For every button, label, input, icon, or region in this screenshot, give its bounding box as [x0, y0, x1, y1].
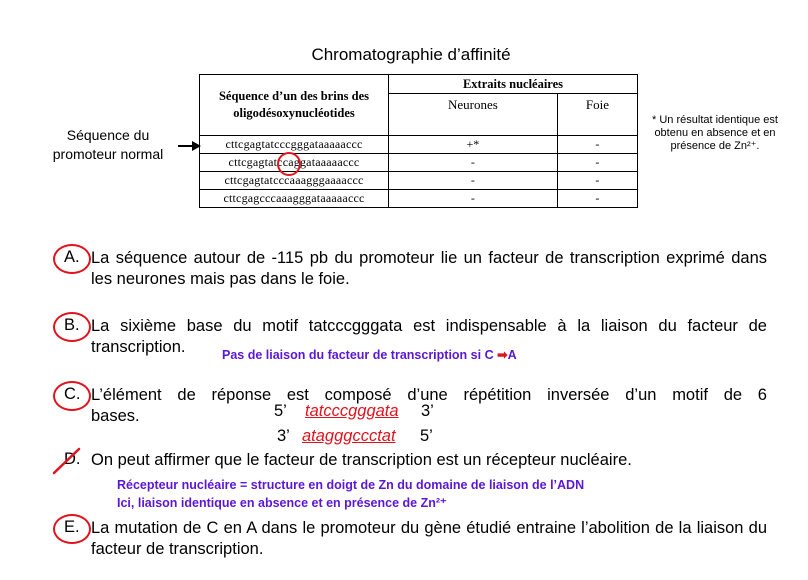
row-neurones: +*: [389, 136, 558, 154]
row-foie: -: [557, 172, 637, 190]
question-a: La séquence autour de -115 pb du promoteur lie un facteur de transcription exprimé dans les neurones mais pas dans le foie.: [91, 249, 767, 288]
circle-a: [53, 244, 91, 274]
d-annotation-1: Récepteur nucléaire = structure en doigt de Zn du domaine de liaison de l’ADN: [117, 478, 585, 492]
arrow-right-icon: ➡: [497, 348, 508, 362]
question-b-line2: transcription.: [91, 338, 186, 356]
row-sequence: cttcgagtatccaggataaaaaccc: [200, 154, 389, 172]
circle-e: [53, 514, 91, 544]
row-sequence: cttcgagtatcccaaagggaaaaccc: [200, 172, 389, 190]
c-three-prime-2: 3’: [277, 427, 290, 445]
table-row: [200, 136, 638, 154]
row-neurones: -: [389, 190, 558, 208]
table-row: [200, 172, 638, 190]
c-sequence-1: tatcccgggata: [305, 402, 399, 420]
table-row: [200, 154, 638, 172]
row-neurones: -: [389, 172, 558, 190]
d-annotation-2: Ici, liaison identique en absence et en présence de Zn²⁺: [117, 496, 447, 510]
header-neurones: Neurones: [389, 94, 558, 136]
strike-mark: [50, 446, 84, 476]
letter-a: A.: [64, 248, 80, 266]
row-sequence: cttcgagcccaaagggataaaaaccc: [200, 190, 389, 208]
header-sequence: Séquence d’un des brins des oligodésoxynucléotides: [200, 75, 389, 136]
header-foie: Foie: [557, 94, 637, 136]
c-five-prime-1: 5’: [274, 402, 287, 420]
c-three-prime-1: 3’: [421, 402, 434, 420]
row-foie: -: [557, 154, 637, 172]
row-foie: -: [557, 190, 637, 208]
circle-b: [53, 312, 91, 342]
table-row: [200, 190, 638, 208]
letter-d: D.: [64, 450, 81, 468]
letter-e: E.: [64, 518, 80, 536]
b-annotation-suffix: A: [507, 348, 517, 362]
c-five-prime-2: 5’: [420, 427, 433, 445]
question-c-line1: L’élément de réponse est composé d’une répétition inversée d’un motif de 6: [91, 386, 767, 404]
question-c-line2: bases.: [91, 407, 140, 425]
mutation-circle: [277, 152, 301, 176]
question-e: La mutation de C en A dans le promoteur du gène étudié entraine l’abolition de la liaison du facteur de transcription.: [91, 519, 767, 558]
question-b-line1: La sixième base du motif tatcccgggata est indispensable à la liaison du facteur de: [91, 317, 767, 335]
row-sequence: cttcgagtatcccgggataaaaaccc: [200, 136, 389, 154]
b-annotation-text: Pas de liaison du facteur de transcription si C: [222, 348, 494, 362]
question-d: On peut affirmer que le facteur de transcription est un récepteur nucléaire.: [91, 451, 632, 469]
row-foie: -: [557, 136, 637, 154]
promoter-label: Séquence du promoteur normal: [52, 127, 164, 162]
c-sequence-2: atagggccctat: [302, 427, 396, 445]
b-annotation: [222, 347, 517, 362]
letter-b: B.: [64, 316, 80, 334]
letter-c: C.: [64, 385, 81, 403]
affinity-table: [199, 74, 638, 208]
footnote: * Un résultat identique est obtenu en absence et en présence de Zn²⁺.: [652, 114, 778, 152]
circle-c: [53, 381, 91, 411]
header-extracts: Extraits nucléaires: [389, 75, 638, 94]
chart-title: Chromatographie d’affinité: [311, 45, 511, 64]
arrow-right-icon: [178, 139, 202, 153]
row-neurones: -: [389, 154, 558, 172]
